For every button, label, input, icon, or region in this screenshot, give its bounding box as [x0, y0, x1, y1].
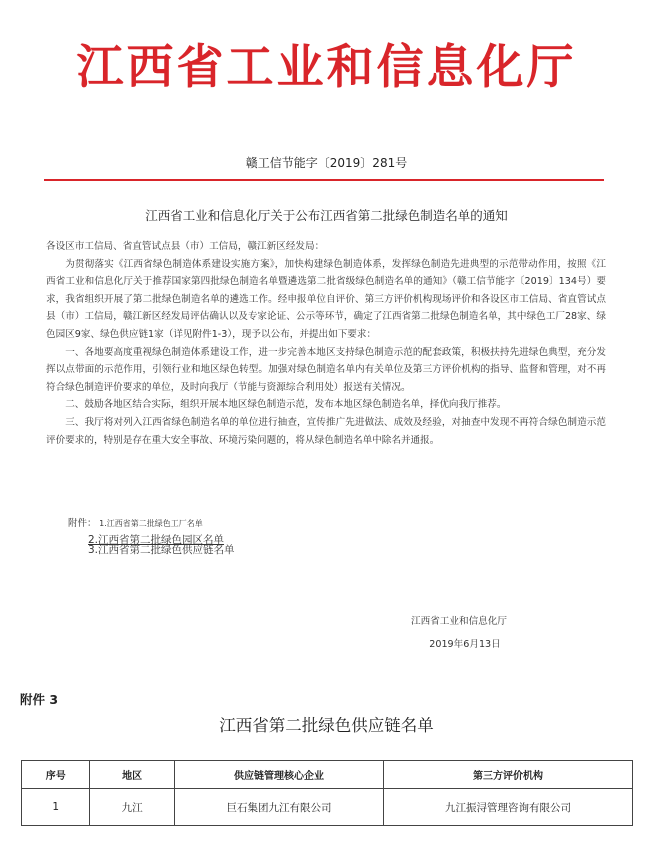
- issue-date: 2019年6月13日: [429, 639, 501, 650]
- table-row: [22, 789, 633, 826]
- column-header-index: 序号: [22, 761, 90, 789]
- letterhead-red-rule: [44, 179, 604, 181]
- cell-region: 九江: [90, 789, 174, 826]
- column-header-evaluator: 第三方评价机构: [384, 761, 633, 789]
- body-paragraph: 为贯彻落实《江西省绿色制造体系建设实施方案》，加快构建绿色制造体系，发挥绿色制造先进典型的示范带动作用，按照《江西省工业和信息化厅关于推荐国家第四批绿色制造名单暨遴选第二批省级绿色制造名单的通知》（赣工信节能字〔2019〕134号）要求，我省组织开展了第二批绿色制造名单的遴选工作。经申报单位自评价、第三方评价机构现场评价和各设区市工信局、省直管试点县（市）工信局，赣江新区经发局评估确认以及专家论证、公示等环节，确定了江西省第二批绿色制造名单，其中绿色工厂28家、绿色园区9家、绿色供应链1家（详见附件1-3），现予以公布，并提出如下要求：: [46, 258, 606, 340]
- cell-evaluator: 九江振浔管理咨询有限公司: [384, 789, 633, 826]
- body-paragraph: 三、我厅将对列入江西省绿色制造名单的单位进行抽查，宣传推广先进做法、成效及经验，对抽查中发现不再符合绿色制造示范评价要求的，特别是存在重大安全事故、环境污染问题的，将从绿色制造名单中除名并通报。: [46, 416, 606, 446]
- body-paragraph: 一、各地要高度重视绿色制造体系建设工作，进一步完善本地区支持绿色制造示范的配套政策，积极扶持先进绿色典型，充分发挥以点带面的示范作用，引领行业和地区绿色转型。加强对绿色制造名单内有关单位及第三方评价机构的指导、监督和管理，对不再符合绿色制造评价要求的单位，及时向我厅（节能与资源综合利用处）报送有关情况。: [46, 346, 606, 393]
- document-number: 赣工信节能字〔2019〕281号: [245, 156, 408, 170]
- appendix-label: 附件 3: [20, 692, 59, 707]
- supply-chain-table: [21, 760, 633, 826]
- attachments-lead: 附件：: [68, 518, 97, 529]
- body-paragraph: 二、鼓励各地区结合实际，组织开展本地区绿色制造示范，发布本地区绿色制造名单，择优向我厅推荐。: [65, 399, 507, 411]
- issuer-signature: 江西省工业和信息化厅: [411, 616, 507, 627]
- attachment-item-2: 2.江西省第二批绿色园区名单: [88, 534, 225, 546]
- table-header-row: [22, 761, 633, 789]
- notice-title: 江西省工业和信息化厅关于公布江西省第二批绿色制造名单的通知: [145, 208, 508, 223]
- column-header-core-enterprise: 供应链管理核心企业: [174, 761, 383, 789]
- appendix-title: 江西省第二批绿色供应链名单: [219, 716, 434, 735]
- column-header-region: 地区: [90, 761, 174, 789]
- cell-index: 1: [22, 789, 90, 826]
- attachment-item-1: 1.江西省第二批绿色工厂名单: [99, 519, 203, 528]
- cell-core-enterprise: 巨石集团九江有限公司: [174, 789, 383, 826]
- notice-body: [46, 238, 606, 449]
- letterhead-title: 江西省工业和信息化厅: [76, 40, 577, 95]
- attachment-item-3: 3.江西省第二批绿色供应链名单: [88, 544, 235, 556]
- salutation: 各设区市工信局、省直管试点县（市）工信局，赣江新区经发局：: [46, 241, 325, 252]
